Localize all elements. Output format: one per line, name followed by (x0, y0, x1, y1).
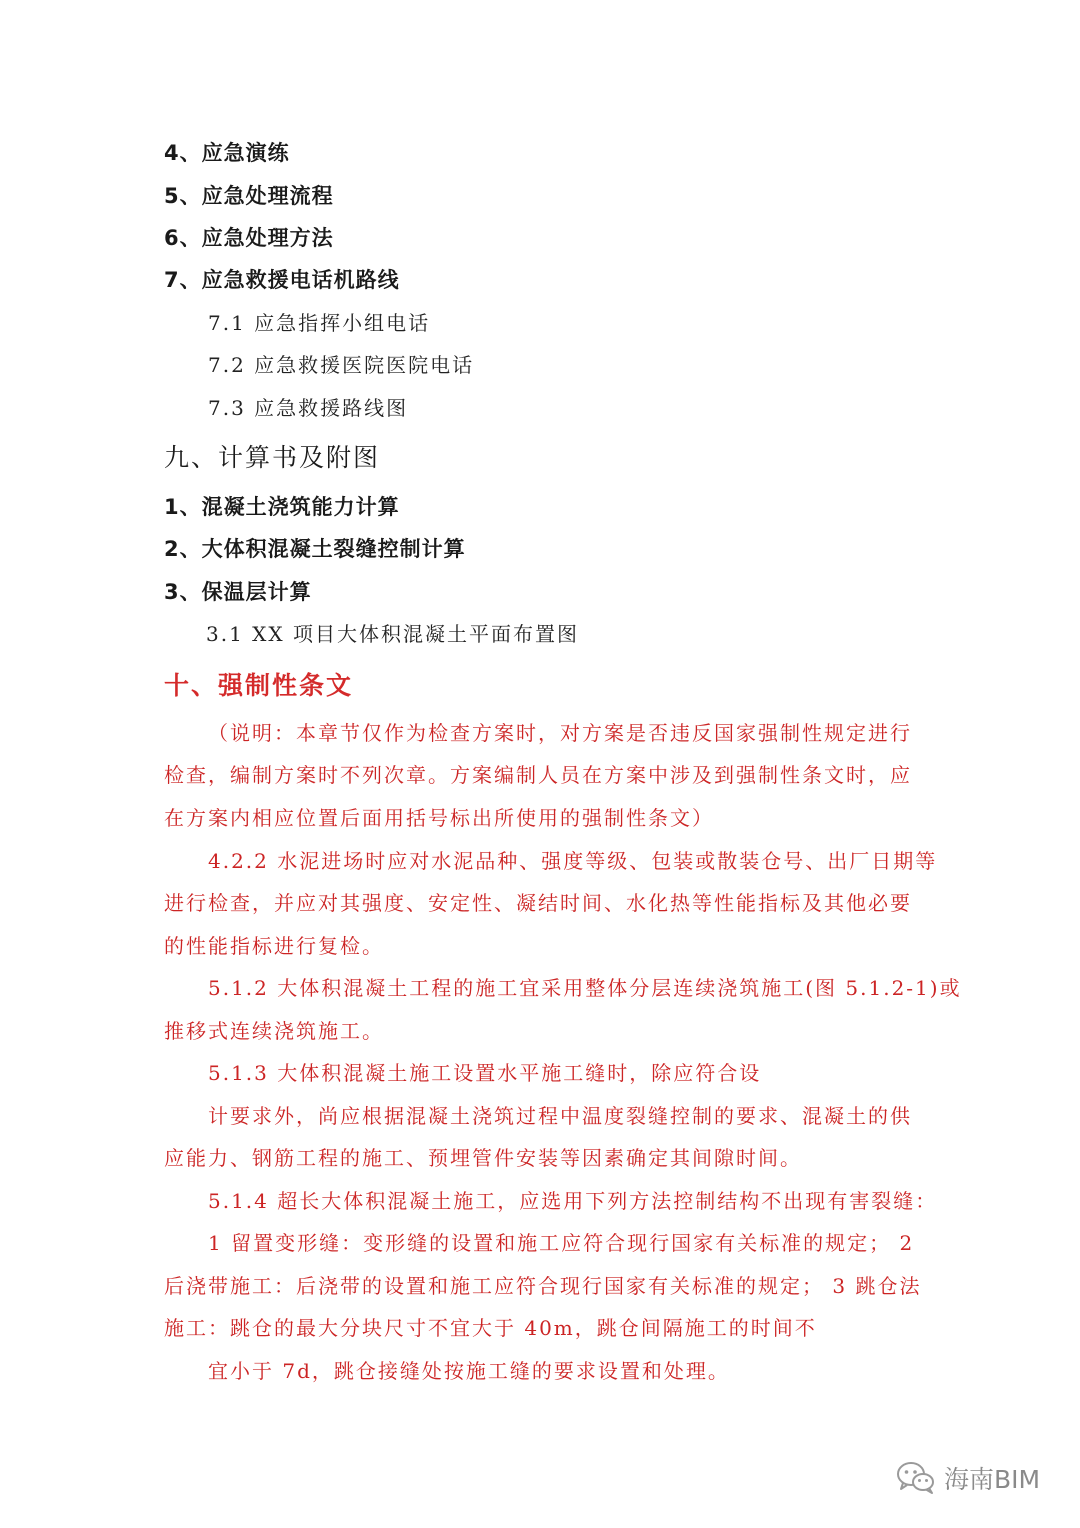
toc-subitem: 7.2 应急救援医院医院电话 (208, 353, 475, 377)
section-heading-mandatory: 十、强制性条文 (164, 671, 354, 700)
watermark (896, 1458, 1040, 1498)
body-line: 检查，编制方案时不列次章。方案编制人员在方案中涉及到强制性条文时，应 (164, 763, 912, 787)
toc-item: 6、应急处理方法 (164, 226, 334, 250)
body-line: 后浇带施工：后浇带的设置和施工应符合现行国家有关标准的规定； 3 跳仓法 (164, 1274, 922, 1298)
body-line: 5.1.3 大体积混凝土施工设置水平施工缝时，除应符合设 (208, 1061, 762, 1085)
toc-item: 3、保温层计算 (164, 580, 312, 604)
body-line: 5.1.4 超长大体积混凝土施工，应选用下列方法控制结构不出现有害裂缝： (208, 1189, 938, 1213)
body-line: 进行检查，并应对其强度、安定性、凝结时间、水化热等性能指标及其他必要 (164, 891, 912, 915)
watermark-text: 海南BIM (944, 1465, 1041, 1494)
toc-item: 5、应急处理流程 (164, 184, 334, 208)
body-line: 宜小于 7d，跳仓接缝处按施工缝的要求设置和处理。 (208, 1359, 730, 1383)
body-line: 的性能指标进行复检。 (164, 934, 384, 958)
body-line: 计要求外，尚应根据混凝土浇筑过程中温度裂缝控制的要求、混凝土的供 (208, 1104, 912, 1128)
body-line: 应能力、钢筋工程的施工、预埋管件安装等因素确定其间隙时间。 (164, 1146, 802, 1170)
body-line: 推移式连续浇筑施工。 (164, 1019, 384, 1043)
toc-item: 1、混凝土浇筑能力计算 (164, 495, 400, 519)
toc-item: 7、应急救援电话机路线 (164, 268, 400, 292)
section-heading: 九、计算书及附图 (164, 443, 381, 472)
body-line: 在方案内相应位置后面用括号标出所使用的强制性条文） (164, 806, 714, 830)
toc-subitem: 3.1 XX 项目大体积混凝土平面布置图 (206, 622, 579, 646)
toc-item: 4、应急演练 (164, 141, 290, 165)
body-line: 4.2.2 水泥进场时应对水泥品种、强度等级、包装或散装仓号、出厂日期等 (208, 849, 938, 873)
toc-item: 2、大体积混凝土裂缝控制计算 (164, 537, 466, 561)
body-line: 施工：跳仓的最大分块尺寸不宜大于 40m，跳仓间隔施工的时间不 (164, 1316, 817, 1340)
toc-subitem: 7.1 应急指挥小组电话 (208, 311, 431, 335)
toc-subitem: 7.3 应急救援路线图 (208, 396, 409, 420)
body-line: 1 留置变形缝：变形缝的设置和施工应符合现行国家有关标准的规定； 2 (208, 1231, 915, 1255)
wechat-icon (896, 1461, 936, 1495)
body-line: 5.1.2 大体积混凝土工程的施工宜采用整体分层连续浇筑施工(图 5.1.2-1)或 (208, 976, 962, 1000)
body-line: （说明：本章节仅作为检查方案时，对方案是否违反国家强制性规定进行 (208, 721, 912, 745)
